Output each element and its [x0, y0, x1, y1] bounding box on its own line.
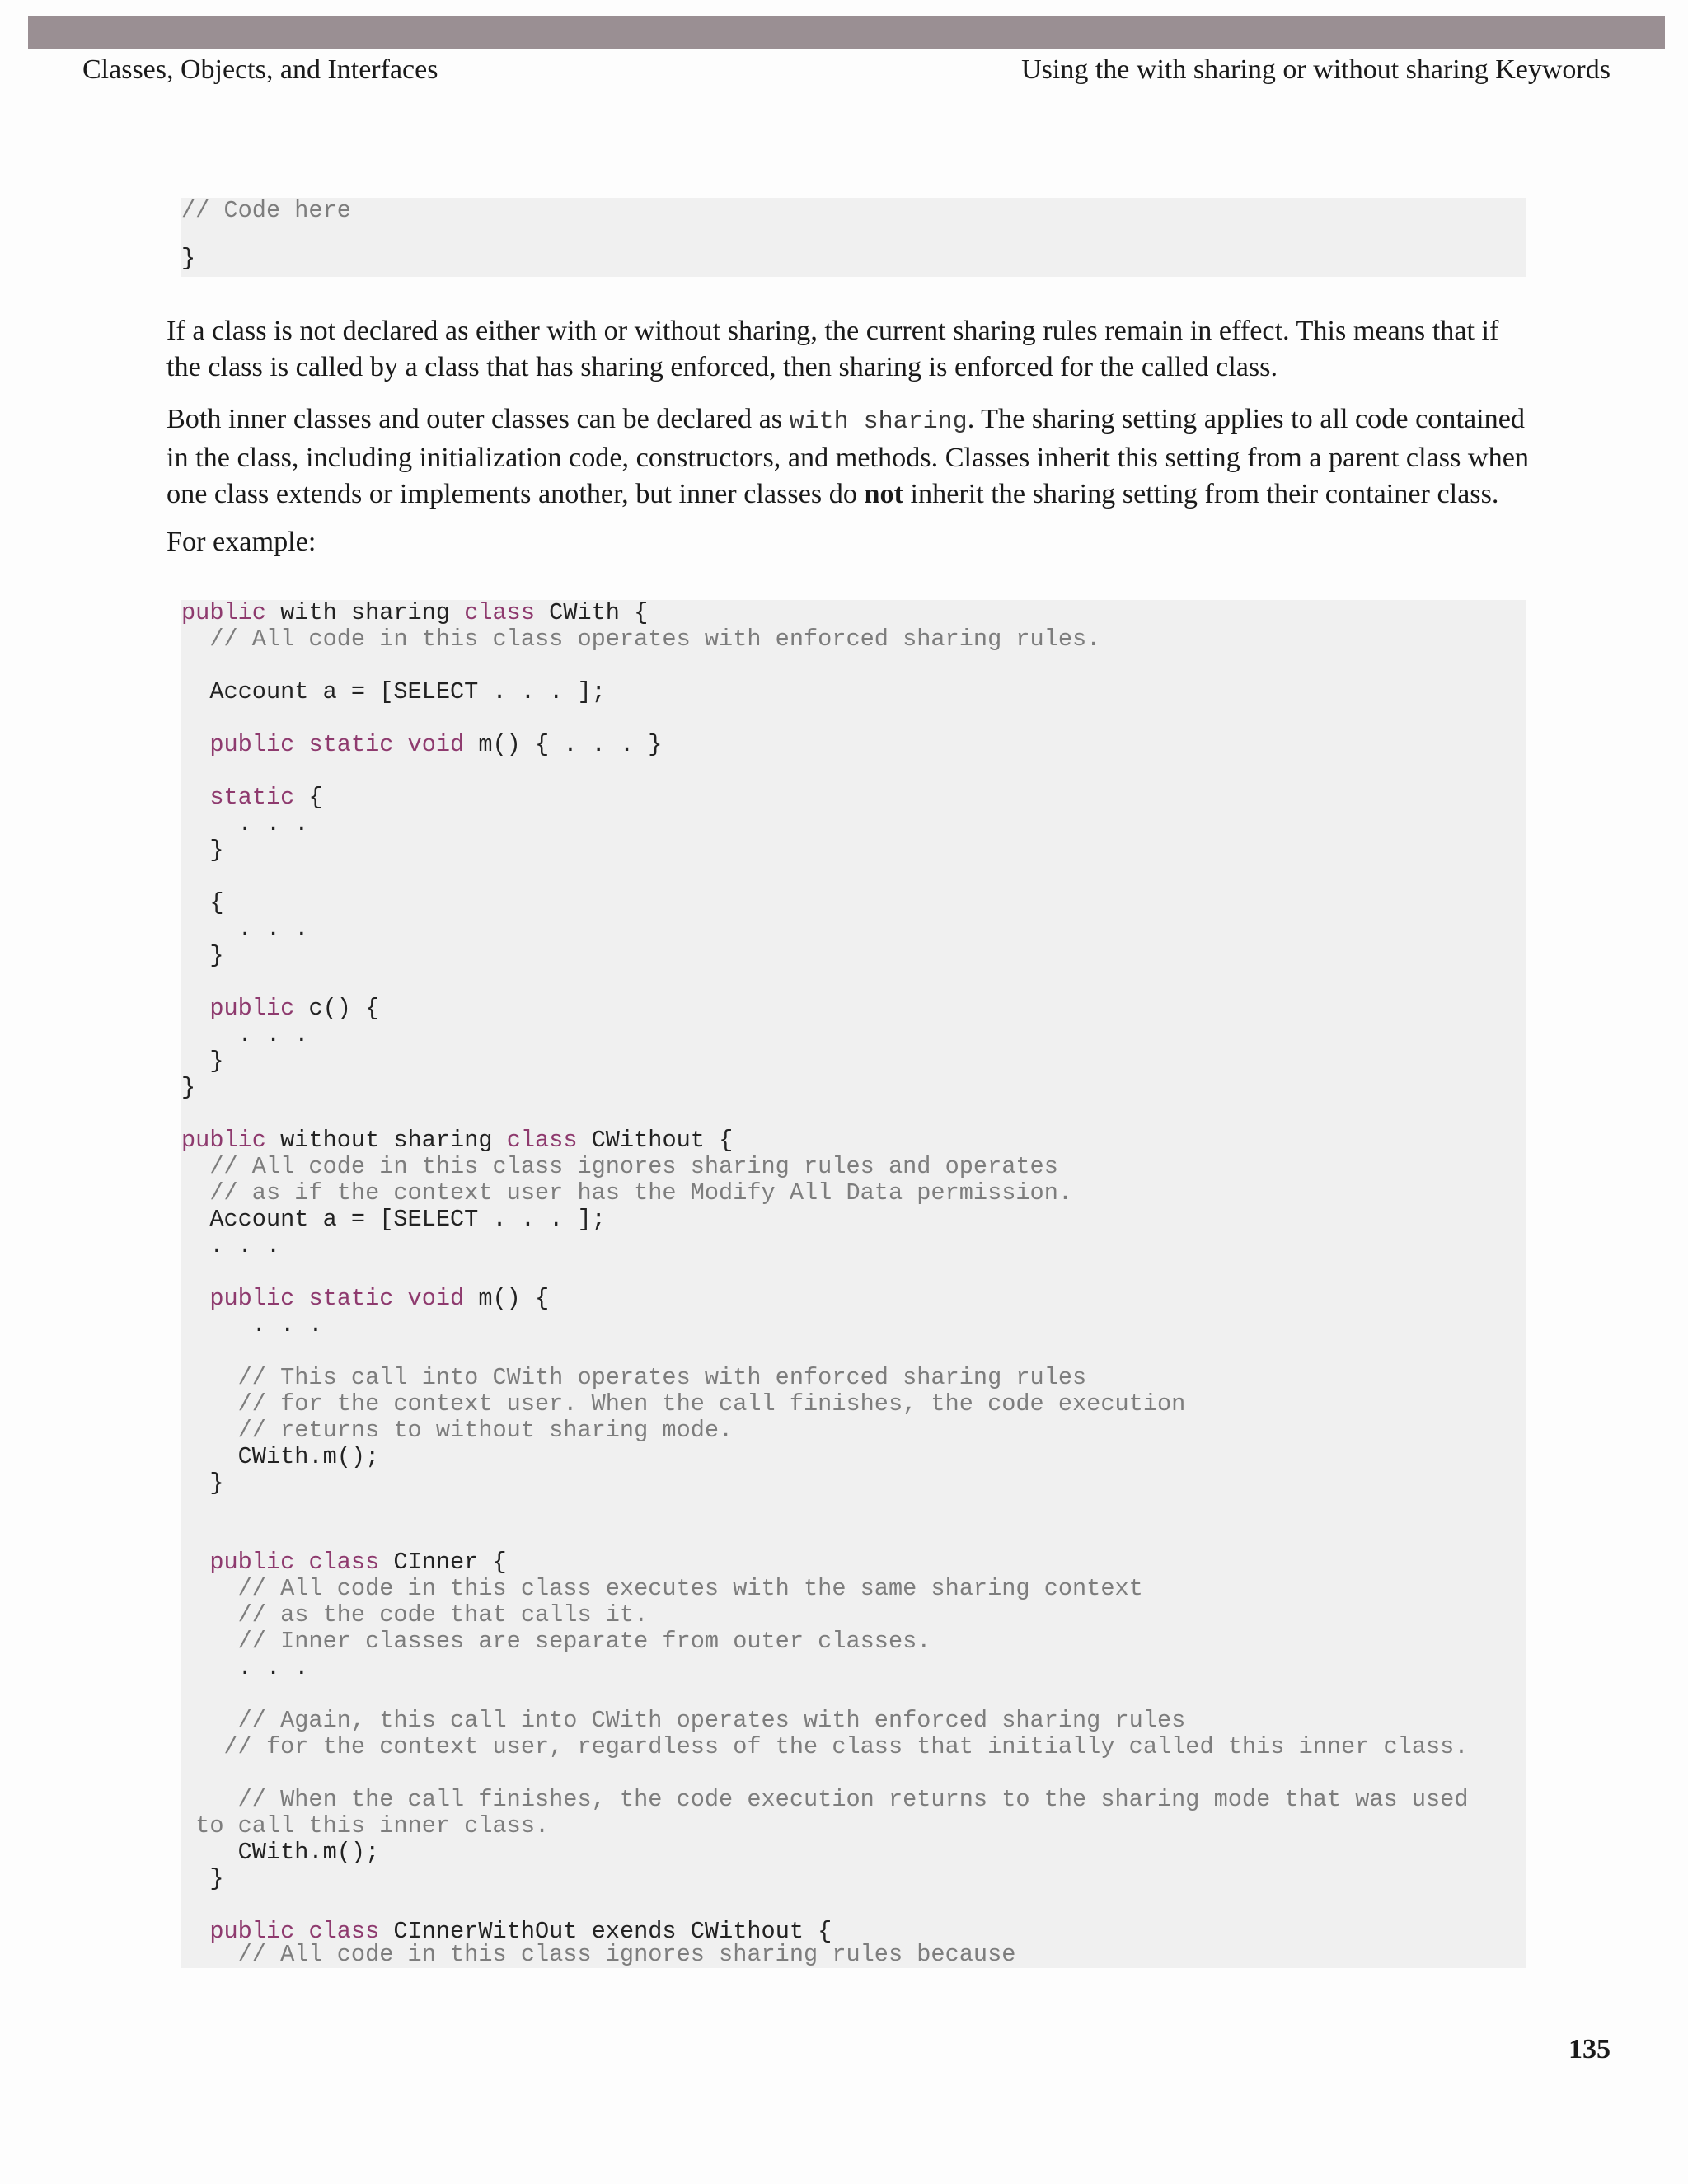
code-line: Account a = [SELECT . . . ];: [181, 678, 606, 705]
code-line: public c() {: [209, 995, 380, 1022]
code-line: }: [181, 1047, 224, 1075]
code-line: public static void m() {: [209, 1285, 550, 1312]
keyword: class: [506, 1127, 578, 1154]
code-line: . . .: [181, 1232, 281, 1259]
bold-text: not: [864, 479, 903, 509]
code-line: public class CInner {: [209, 1549, 507, 1576]
paragraph-for-example: For example:: [166, 527, 316, 557]
code-line: }: [181, 1865, 224, 1892]
code-line: // for the context user, regardless of the class that initially called this inner class.: [181, 1733, 1469, 1760]
code-line: // for the context user. When the call finishes, the code execution: [181, 1390, 1186, 1418]
code-line: . . .: [181, 1311, 323, 1338]
code-line: // All code in this class ignores sharing rules and operates: [181, 1153, 1058, 1180]
text-run: Both inner classes and outer classes can be declared as: [166, 404, 790, 434]
code-line: public with sharing class CWith {: [181, 599, 649, 626]
code-line: . . .: [181, 916, 309, 943]
code-line: {: [181, 889, 224, 916]
code-line: public without sharing class CWithout {: [181, 1127, 734, 1154]
top-color-bar: [28, 16, 1665, 49]
paragraph-sharing-default: If a class is not declared as either with or without sharing, the current sharing rules remain in effect. This means that if the class is called by a class that has sharing enforced, then sharing is enforced for the called class.: [166, 316, 1499, 382]
code-line: . . .: [181, 810, 309, 837]
code-line: // This call into CWith operates with enforced sharing rules: [181, 1364, 1087, 1391]
code-block-continuation: [181, 198, 1526, 277]
code-line: // Inner classes are separate from outer classes.: [181, 1628, 931, 1655]
keyword: public: [209, 995, 295, 1022]
code-line: // Code here: [181, 197, 351, 224]
code-block-example: [181, 600, 1526, 1968]
code-line: CWith.m();: [181, 1443, 380, 1470]
code-line: // All code in this class operates with enforced sharing rules.: [181, 626, 1101, 653]
keyword: public class: [209, 1549, 380, 1576]
code-line: static {: [209, 784, 323, 811]
code-line: // returns to without sharing mode.: [181, 1417, 734, 1444]
code-line: }: [181, 942, 224, 969]
code-line: . . .: [181, 1021, 309, 1048]
code-line: }: [181, 837, 224, 864]
code-line: }: [181, 245, 196, 272]
code-line: // as if the context user has the Modify All Data permission.: [181, 1179, 1073, 1207]
running-header-right: Using the with sharing or without sharing Keywords: [1021, 54, 1611, 85]
page-number: 135: [1568, 2034, 1611, 2064]
code-line: // All code in this class ignores sharing rules because: [181, 1941, 1016, 1968]
code-line: CWith.m();: [181, 1839, 380, 1866]
keyword: static: [209, 784, 295, 811]
code-line: // When the call finishes, the code execution returns to the sharing mode that was used: [181, 1786, 1469, 1813]
inline-code: with sharing: [789, 408, 968, 436]
running-header-left: Classes, Objects, and Interfaces: [82, 54, 438, 85]
keyword: public static void: [209, 1285, 465, 1312]
keyword: class: [464, 599, 535, 626]
text-run: inherit the sharing setting from their container class.: [903, 479, 1499, 509]
code-line: }: [181, 1074, 196, 1101]
code-line: to call this inner class.: [181, 1812, 550, 1840]
keyword: public class: [209, 1918, 380, 1945]
code-line: // Again, this call into CWith operates with enforced sharing rules: [181, 1707, 1186, 1734]
code-line: // All code in this class executes with the same sharing context: [181, 1575, 1143, 1602]
keyword: public: [181, 1127, 266, 1154]
code-line: }: [181, 1469, 224, 1497]
text-run: . The sharing setting applies to all code contained in the class, including initialization code, constructors, and methods. Classes inherit this setting from a parent class when one class extends or implements another, but inner classes do: [166, 404, 1529, 509]
keyword: public static void: [209, 731, 465, 758]
code-line: public static void m() { . . . }: [209, 731, 663, 758]
code-line: Account a = [SELECT . . . ];: [181, 1206, 606, 1233]
keyword: public: [181, 599, 266, 626]
code-line: // as the code that calls it.: [181, 1601, 649, 1629]
code-line: public class CInnerWithOut exends CWithout {: [209, 1918, 832, 1945]
paragraph-inner-outer-classes: [166, 401, 1535, 513]
code-line: . . .: [181, 1654, 309, 1681]
